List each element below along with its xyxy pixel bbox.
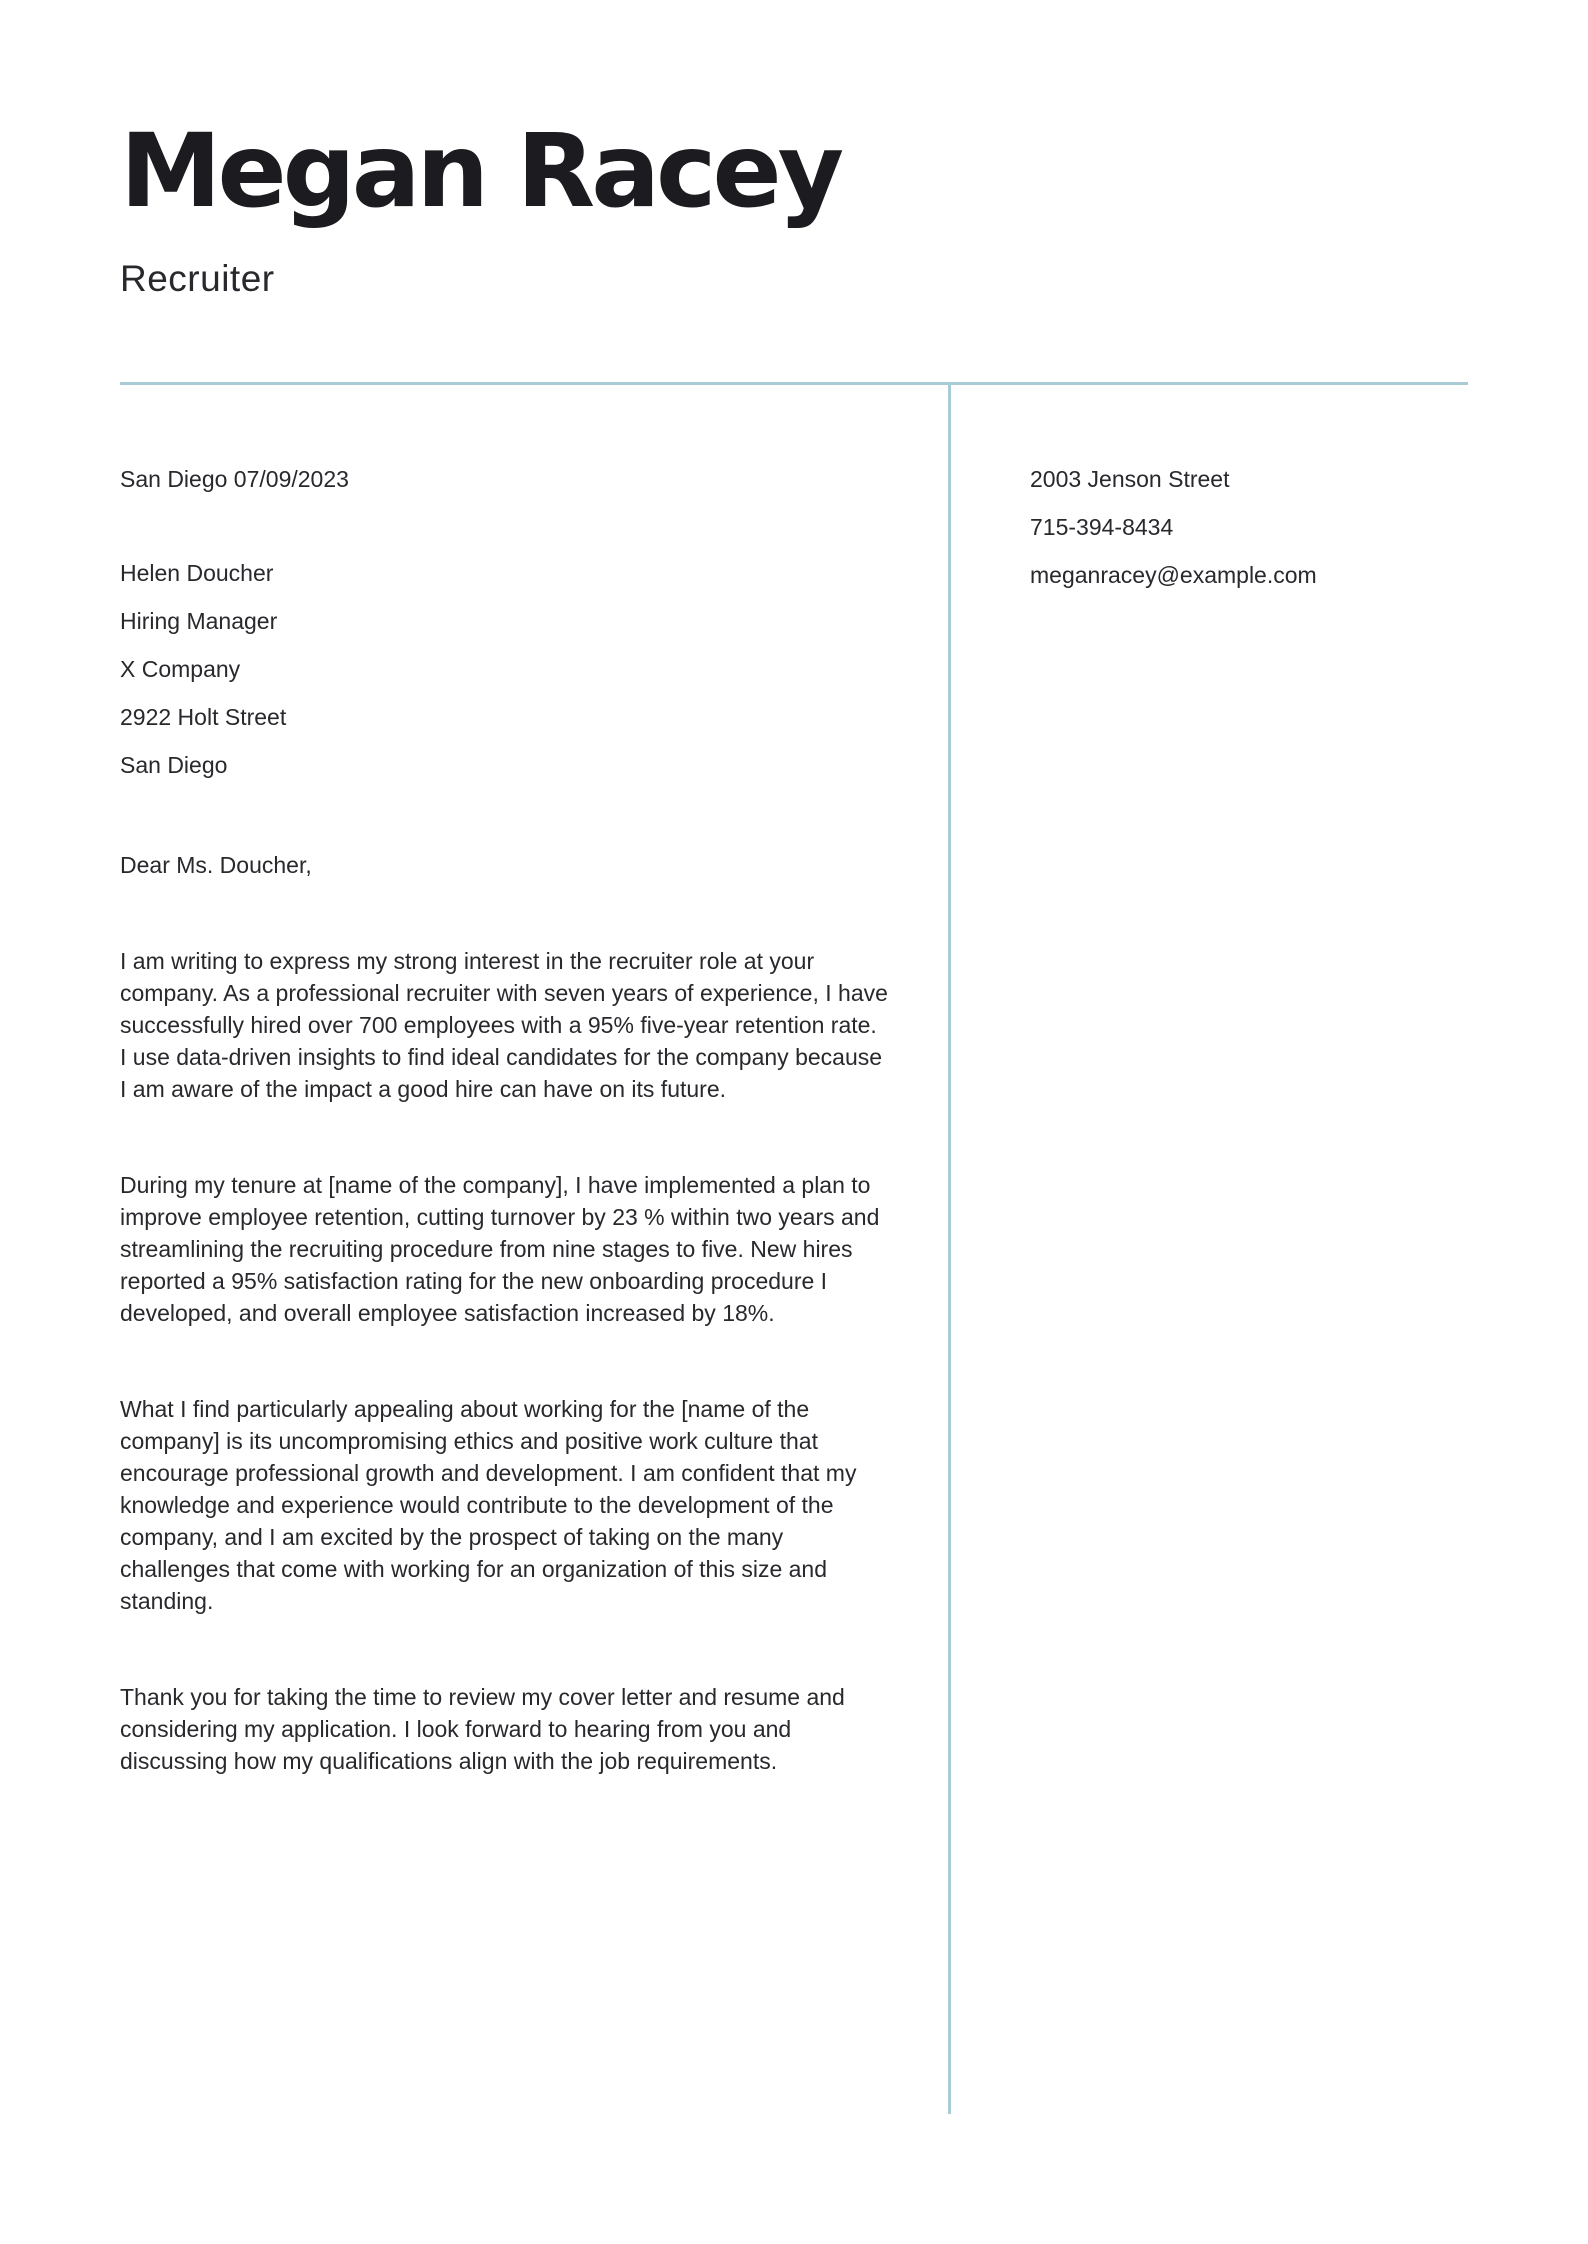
paragraph-closing: Thank you for taking the time to review my cover letter and resume and considering my application. I look forward to hearing from you and discussing how my qualifications align with the job requirements. bbox=[120, 1684, 845, 1775]
recipient-street: 2922 Holt Street bbox=[120, 704, 287, 731]
contact-address: 2003 Jenson Street bbox=[1030, 466, 1230, 493]
paragraph-motivation: What I find particularly appealing about working for the [name of the company] is its uncompromising ethics and positive work culture that encourage professional growth and development. I am confident that my knowledge and experience would contribute to the development of the company, and I am excited by the prospect of taking on the many challenges that come with working for an organization of this size and standing. bbox=[120, 1396, 857, 1615]
job-title: Recruiter bbox=[120, 258, 275, 300]
paragraph-achievements: During my tenure at [name of the company], I have implemented a plan to improve employee retention, cutting turnover by 23 % within two years and streamlining the recruiting procedure from nine stages to five. New hires reported a 95% satisfaction rating for the new onboarding procedure I developed, and overall employee satisfaction increased by 18%. bbox=[120, 1172, 880, 1327]
salutation: Dear Ms. Doucher, bbox=[120, 852, 312, 879]
letter-column bbox=[120, 385, 948, 1777]
date-line: San Diego 07/09/2023 bbox=[120, 466, 349, 493]
contact-column bbox=[951, 385, 1468, 599]
contact-phone: 715-394-8434 bbox=[1030, 514, 1174, 541]
recipient-block bbox=[120, 549, 888, 789]
contact-block bbox=[1030, 455, 1468, 599]
vertical-divider bbox=[948, 385, 951, 2114]
recipient-city: San Diego bbox=[120, 752, 228, 779]
page-title: Megan Racey bbox=[120, 112, 841, 231]
letter-body-columns bbox=[120, 385, 1468, 2114]
recipient-title: Hiring Manager bbox=[120, 608, 278, 635]
contact-email: meganracey@example.com bbox=[1030, 562, 1317, 589]
paragraph-intro: I am writing to express my strong interest in the recruiter role at your company. As a professional recruiter with seven years of experience, I have successfully hired over 700 employees with a 95% five-year retention rate. I use data-driven insights to find ideal candidates for the company because I am aware of the impact a good hire can have on its future. bbox=[120, 948, 888, 1103]
recipient-name: Helen Doucher bbox=[120, 560, 274, 587]
recipient-company: X Company bbox=[120, 656, 241, 683]
